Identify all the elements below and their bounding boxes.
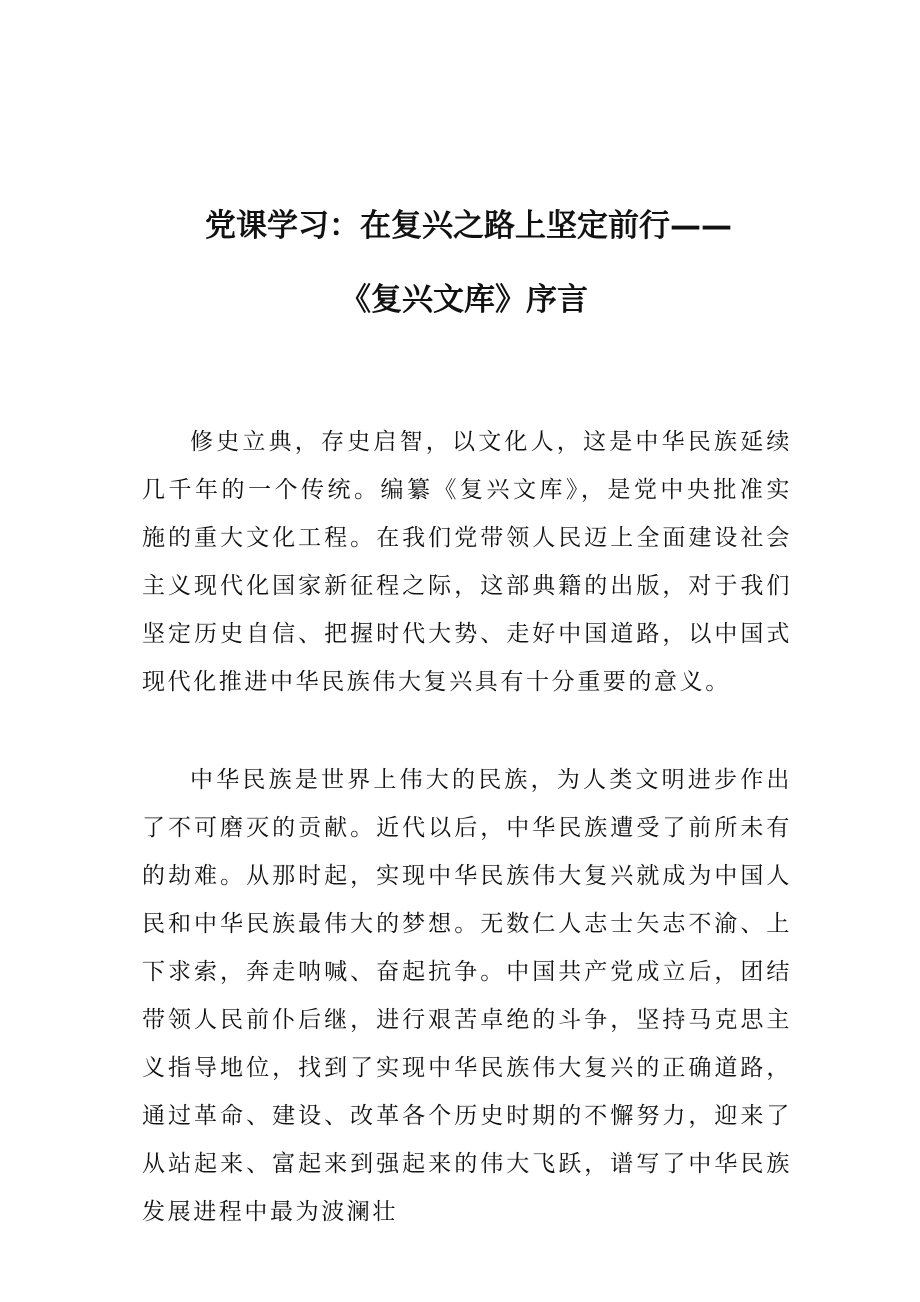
- paragraph-1: 修史立典，存史启智，以文化人，这是中华民族延续几千年的一个传统。编纂《复兴文库》，是党中央批准实施的重大文化工程。在我们党带领人民迈上全面建设社会主义现代化国家新征程之际，这部典籍的出版，对于我们坚定历史自信、把握时代大势、走好中国道路，以中国式现代化推进中华民族伟大复兴具有十分重要的意义。: [142, 429, 792, 695]
- paragraph-2: 中华民族是世界上伟大的民族，为人类文明进步作出了不可磨灭的贡献。近代以后，中华民族遭受了前所未有的劫难。从那时起，实现中华民族伟大复兴就成为中国人民和中华民族最伟大的梦想。无数仁人志士矢志不渝、上下求索，奔走呐喊、奋起抗争。中国共产党成立后，团结带领人民前仆后继，进行艰苦卓绝的斗争，坚持马克思主义指导地位，找到了实现中华民族伟大复兴的正确道路，通过革命、建设、改革各个历史时期的不懈努力，迎来了从站起来、富起来到强起来的伟大飞跃，谱写了中华民族发展进程中最为波澜壮: [142, 767, 792, 1225]
- document-title-line-1: 党课学习：在复兴之路上坚定前行——: [205, 208, 732, 244]
- document-title-line-2: 《复兴文库》序言: [340, 282, 588, 318]
